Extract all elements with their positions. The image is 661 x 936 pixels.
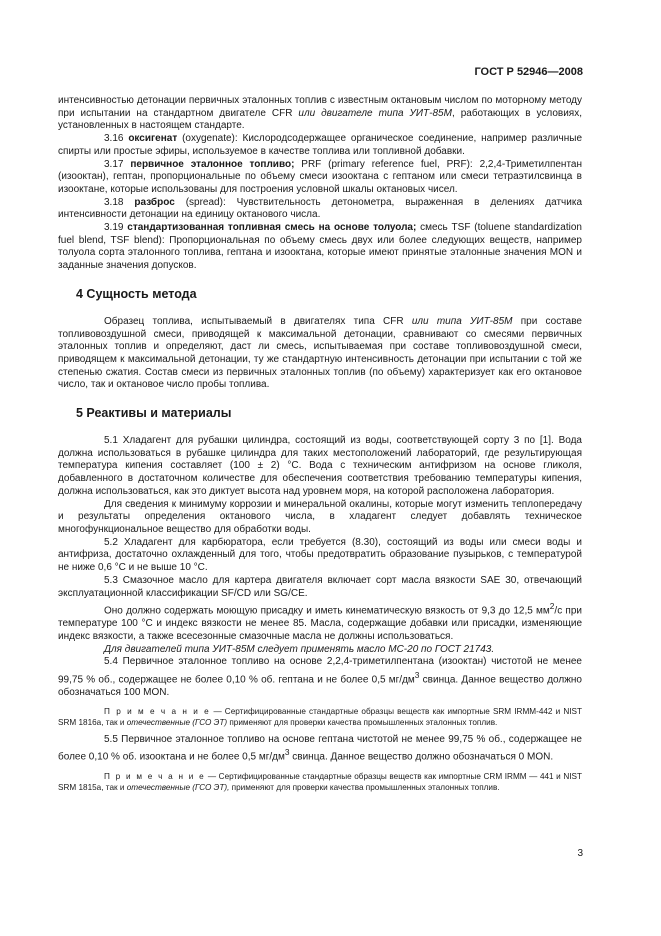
definition-3-18: 3.18 разброс (spread): Чувствительность детонометра, выраженная в делениях датчика интенсивности детонации на единицу октанового числа. (58, 196, 583, 221)
term: разброс (134, 196, 175, 208)
clause-5-5: 5.5 Первичное эталонное топливо на основе гептана чистотой не менее 99,75 % об., содержащее не более 0,10 % об. изооктана и не более 0,5 $мг/дм^3$ свинца. Данное вещество должно обозначаться 0 MON. (58, 733, 582, 763)
clause-5-2: 5.2 Хладагент для карбюратора, если требуется (8.30), состоящий из воды или смеси воды и антифриза, достаточно охлажденный для того, чтобы предотвратить образование пузырьков, с температурой не ниже 0,6 °С и не выше 10 °С. (58, 536, 582, 574)
document-header: ГОСТ Р 52946—2008 (474, 66, 583, 78)
clause-5-3: 5.3 Смазочное масло для картера двигателя включает сорт масла вязкости SAE 30, отвечающий эксплуатационной классификации SF/CD или SG/CE. (58, 574, 582, 599)
clause-5-3-uit: Для двигателей типа УИТ-85М следует применять масло МС-20 по ГОСТ 21743. (104, 643, 495, 655)
intro-paragraph: интенсивностью детонации первичных эталонных топлив с известным октановым числом по моторному методу при испытании на стандартном двигателе CFR или двигателе типа УИТ-85М, работающих в условиях, установленных в настоящем стандарте. (58, 95, 582, 132)
term: первичное эталонное топливо; (130, 158, 295, 170)
definition-3-17: 3.17 первичное эталонное топливо; PRF (primary reference fuel, PRF): 2,2,4-Триметилпентан (изооктан), гептан, пропорциональные по объему смеси изооктана с гептаном или смеси тетраэтилсвинца в изооктане, которые использованы для построения условной шкалы октановых чисел. (58, 158, 583, 195)
document-body (58, 95, 582, 793)
section-4-title: 4 Сущность метода (76, 286, 197, 301)
note-2: П р и м е ч а н и е — Сертифицированные стандартные образцы веществ как импортные CRM IRMM — 441 и NIST SRM 1815a, так и отечественные (ГСО ЭТ), применяют для проверки качества промышленных эталонных топлив. (58, 771, 582, 792)
clause-5-1-additional: Для сведения к минимуму коррозии и минеральной окалины, которые могут изменить теплопередачу и результаты определения октанового числа, в хладагент следует добавлять техническое многофункциональное вещество для обработки воды. (58, 498, 582, 535)
section-5-title: 5 Реактивы и материалы (76, 406, 232, 421)
definition-3-19: 3.19 стандартизованная топливная смесь на основе толуола; смесь TSF (toluene standardization fuel blend, TSF blend): Пропорциональная по объему смесь двух или более следующих веществ, например толуола сорта эталонного топлива, гептана и изооктана, которые имеют принятые эталонные значения MON и заданные значения допусков. (58, 222, 582, 272)
clause-5-4: 5.4 Первичное эталонное топливо на основе 2,2,4-триметилпентана (изооктан) чистотой не менее 99,75 % об., содержащее не более 0,10 % об. гептана и не более 0,5 $мг/дм^3$ свинца. Данное вещество должно обозначаться 100 MON. (58, 656, 582, 699)
definition-3-16: 3.16 оксигенат (oxygenate): Кислородсодержащее органическое соединение, например различные спирты или простые эфиры, используемое в качестве топлива или топливной добавки. (58, 133, 582, 157)
clause-5-3-viscosity: Оно должно содержать моющую присадку и иметь кинематическую вязкость от 9,3 до 12,5 $мм^2/с$ при температуре 100 °С и индекс вязкости не менее 85. Масла, содержащие добавки или присадки, изменяющие индекс вязкости, а также всесезонные смазочные масла не должны использоваться. (58, 601, 582, 642)
note-1: П р и м е ч а н и е — Сертифицированные стандартные образцы веществ как импортные SRM IRMM-442 и NIST SRM 1816a, так и отечественные (ГСО ЭТ) применяют для проверки качества промышленных эталонных топлив. (58, 706, 582, 727)
section-4-paragraph: Образец топлива, испытываемый в двигателях типа CFR или типа УИТ-85М при составе топливовоздушной смеси, приводящей к максимальной детонации, сравнивают со смесями первичных эталонных топлив и определяют, даст ли смесь, испытываемая при составе топливовоздушной смеси, приводящем к максимальной детонации, ту же стандартную интенсивность детонации при испытании с той же степенью сжатия. Состав смеси из первичных эталонных топлив (по объему) характеризует как его октановое число, так и октановое число пробы топлива. (58, 315, 582, 391)
term: оксигенат (128, 133, 178, 145)
term: стандартизованная топливная смесь на основе толуола; (127, 222, 417, 234)
clause-5-1: 5.1 Хладагент для рубашки цилиндра, состоящий из воды, соответствующей сорту 3 по [1]. Вода должна использоваться в рубашке цилиндра для таких местоположений лабораторий, где результирующая температура кипения составляет (100 ± 2) °С. Вода с техническим антифризом на основе гликоля, добавленного в достаточном количестве для обеспечения соответствия требованию температуры кипения, должна использоваться, как это диктует высота над уровнем моря, на которой расположена лаборатория. (58, 435, 582, 497)
page-number: 3 (577, 848, 583, 859)
